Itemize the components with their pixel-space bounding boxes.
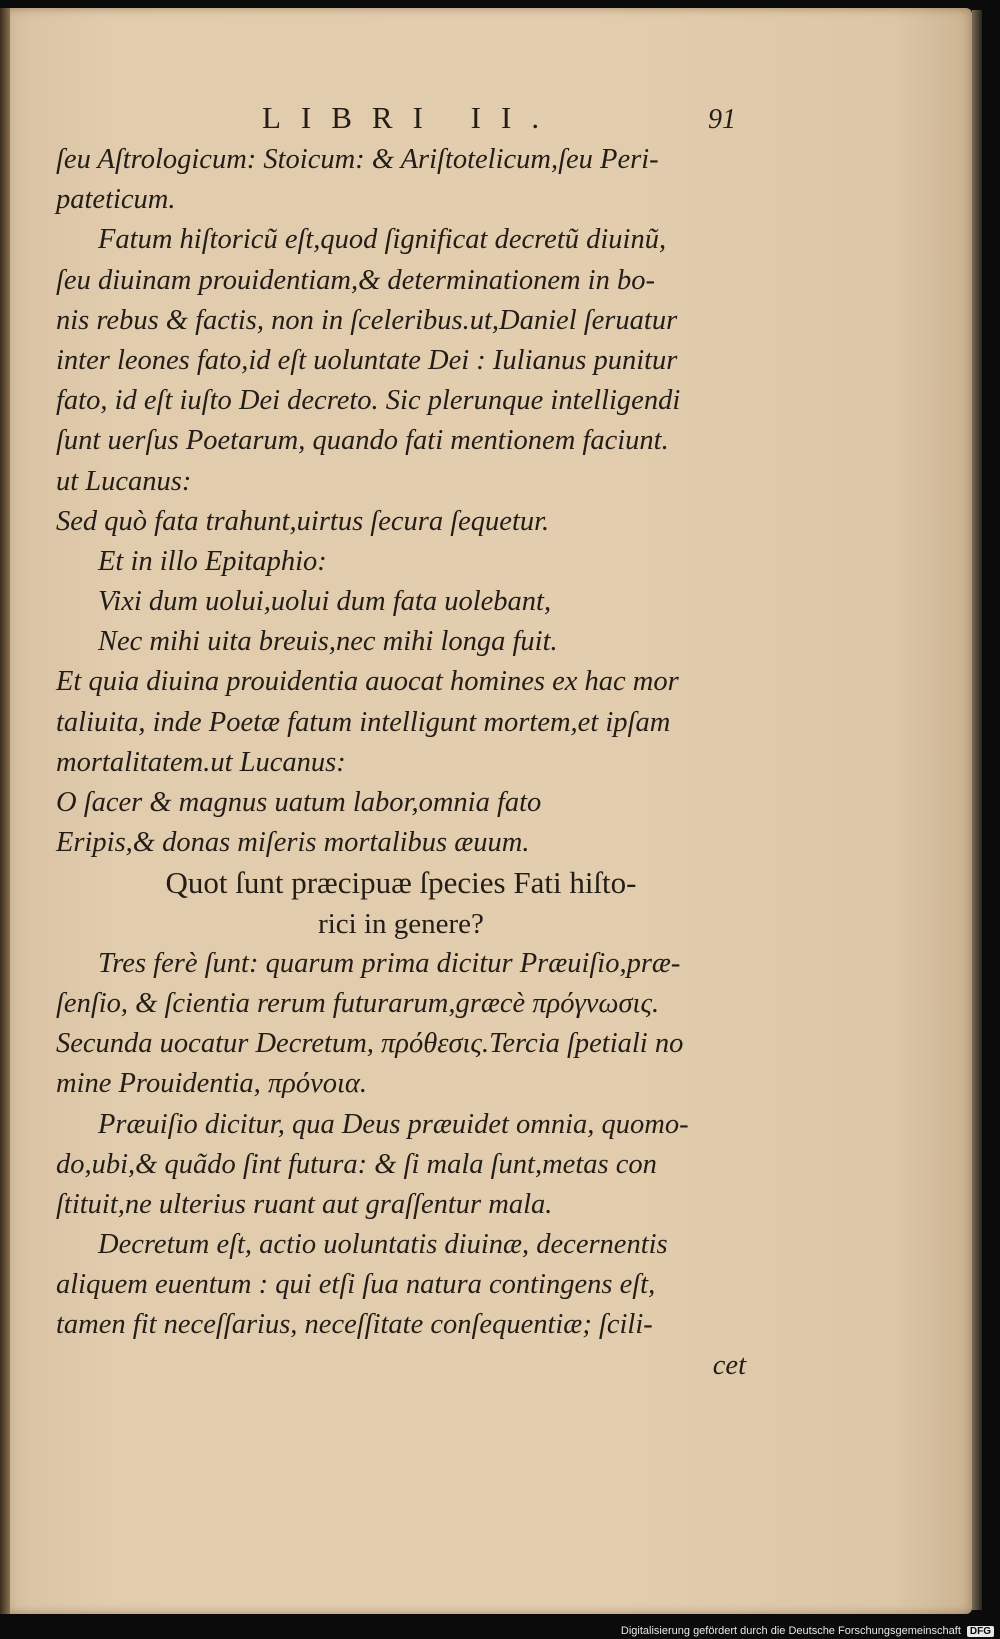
text-line: ut Lucanus: <box>56 465 192 497</box>
section-heading: rici in genere? <box>318 907 484 940</box>
section-heading: Quot ſunt præcipuæ ſpecies Fati hiſto- <box>165 865 637 901</box>
text-line: nis rebus & factis, non in ſceleribus.ut,Daniel ſeruatur <box>56 304 678 336</box>
page-text <box>56 140 746 1386</box>
text-line: fato, id eſt iuſto Dei decreto. Sic plerunque intelligendi <box>56 385 681 417</box>
verse-line: Sed quò fata trahunt,uirtus ſecura ſequetur. <box>56 505 550 537</box>
text-line: tamen fit neceſſarius, neceſſitate conſequentiæ; ſcili- <box>56 1309 653 1341</box>
text-line: aliquem euentum : qui etſi ſua natura contingens eſt, <box>56 1269 656 1301</box>
page-header <box>0 100 972 136</box>
verse-line: Eripis,& donas miſeris mortalibus æuum. <box>56 827 530 859</box>
text-line: Præuiſio dicitur, qua Deus præuidet omnia, quomo- <box>98 1108 689 1140</box>
text-line: ſtituit,ne ulterius ruant aut graſſentur mala. <box>56 1188 553 1220</box>
page-number: 91 <box>708 104 736 135</box>
text-line: Et quia diuina prouidentia auocat homines ex hac mor <box>56 666 679 698</box>
text-line: do,ubi,& quãdo ſint futura: & ſi mala ſunt,metas con <box>56 1148 657 1180</box>
text-line: ſeu diuinam prouidentiam,& determinationem in bo- <box>56 264 655 296</box>
page-gutter <box>0 8 10 1614</box>
verse-line: Nec mihi uita breuis,nec mihi longa fuit. <box>98 626 558 658</box>
running-title: LIBRI II. <box>262 100 560 135</box>
page-edge <box>972 10 982 1610</box>
text-line: Tres ferè ſunt: quarum prima dicitur Præuiſio,præ- <box>98 947 681 979</box>
dfg-logo: DFG <box>967 1626 994 1637</box>
text-line: ſeu Aſtrologicum: Stoicum: & Ariſtotelicum,ſeu Peri- <box>56 144 659 175</box>
text-line: Secunda uocatur Decretum, πρόθεσις.Tercia ſpetiali no <box>56 1028 684 1060</box>
verse-line: O ſacer & magnus uatum labor,omnia fato <box>56 787 542 818</box>
credit-text: Digitalisierung gefördert durch die Deutsche Forschungsgemeinschaft <box>620 1625 961 1637</box>
footer-credit <box>621 1625 994 1637</box>
text-line: taliuita, inde Poetæ fatum intelligunt mortem,et ipſam <box>56 706 671 738</box>
text-line: ſunt uerſus Poetarum, quando fati mentionem faciunt. <box>56 425 669 457</box>
text-line: Fatum hiſtoricũ eſt,quod ſignificat decretũ diuinũ, <box>98 224 667 256</box>
text-line: Decretum eſt, actio uoluntatis diuinæ, decernentis <box>98 1229 668 1261</box>
catchword: cet <box>712 1349 746 1381</box>
text-line: mine Prouidentia, πρόνοια. <box>56 1068 367 1100</box>
text-line: ſenſio, & ſcientia rerum futurarum,græcè πρόγνωσις. <box>56 987 660 1019</box>
text-line: pateticum. <box>56 184 176 216</box>
text-line: Et in illo Epitaphio: <box>98 545 327 577</box>
verse-line: Vixi dum uolui,uolui dum fata uolebant, <box>98 586 552 618</box>
text-line: mortalitatem.ut Lucanus: <box>56 746 346 778</box>
text-line: inter leones fato,id eſt uoluntate Dei : Iulianus punitur <box>56 344 678 376</box>
